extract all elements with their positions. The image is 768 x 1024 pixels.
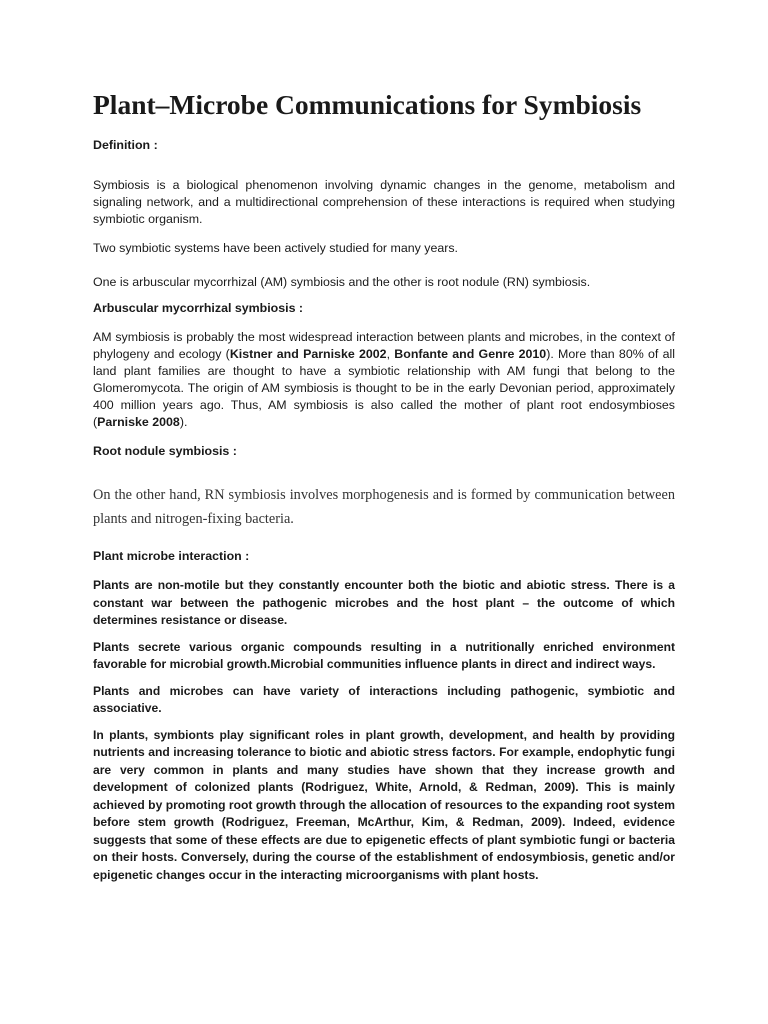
pmi-paragraph-3: Plants and microbes can have variety of interactions including pathogenic, symbiotic and associative. bbox=[93, 683, 675, 715]
am-text-part-2: ). More than 80% of all land plant families are thought to have a symbiotic relationship with AM fungi that belong to the Glomeromycota. The origin of AM symbiosis is thought to be in the early Devonian period, approximately 400 million years ago. Thus, AM symbiosis is also called the mother of plant root endosymbioses ( bbox=[93, 347, 675, 429]
am-text-part-3: ). bbox=[179, 415, 188, 429]
document-content bbox=[93, 88, 675, 893]
definition-heading: Definition : bbox=[93, 138, 158, 152]
pmi-paragraph-4: In plants, symbionts play significant roles in plant growth, development, and health by providing nutrients and increasing tolerance to biotic and abiotic stress factors. For example, endophytic fungi are very common in plants and many studies have shown that they increase growth and development of colonized plants (Rodriguez, White, Arnold, & Redman, 2009). This is mainly achieved by promoting root growth through the allocation of resources to the expanding root system before stem growth (Rodriguez, Freeman, McArthur, Kim, & Redman, 2009). Indeed, evidence suggests that some of these effects are due to epigenetic effects of plant symbiotic fungi or bacteria on their hosts. Conversely, during the course of the establishment of endosymbiosis, genetic and/or epigenetic changes occur in the interacting microorganisms with plant hosts. bbox=[93, 727, 675, 882]
pmi-paragraph-2: Plants secrete various organic compounds resulting in a nutritionally enriched environment favorable for microbial growth.Microbial communities influence plants in direct and indirect ways. bbox=[93, 639, 675, 671]
citation-bonfante-genre: Bonfante and Genre 2010 bbox=[394, 347, 547, 361]
am-text-part-1: AM symbiosis is probably the most widespread interaction between plants and microbes, in the context of phylogeny and ecology ( bbox=[93, 330, 675, 361]
citation-separator: , bbox=[386, 347, 395, 361]
definition-paragraph-3: One is arbuscular mycorrhizal (AM) symbiosis and the other is root nodule (RN) symbiosis. bbox=[93, 275, 591, 289]
am-symbiosis-heading: Arbuscular mycorrhizal symbiosis : bbox=[93, 301, 304, 315]
page-title: Plant–Microbe Communications for Symbiosis bbox=[93, 89, 642, 120]
definition-paragraph-1: Symbiosis is a biological phenomenon involving dynamic changes in the genome, metabolism and signaling network, and a multidirectional comprehension of these interactions is required when studying symbiotic organism. bbox=[93, 178, 675, 226]
plant-microbe-heading: Plant microbe interaction : bbox=[93, 549, 250, 563]
rn-symbiosis-heading: Root nodule symbiosis : bbox=[93, 444, 237, 458]
am-symbiosis-paragraph bbox=[93, 329, 675, 431]
citation-parniske: Parniske 2008 bbox=[97, 415, 180, 429]
pmi-paragraph-1: Plants are non-motile but they constantly encounter both the biotic and abiotic stress. There is a constant war between the pathogenic microbes and the host plant – the outcome of which determines resistance or disease. bbox=[93, 578, 675, 627]
citation-kistner-parniske: Kistner and Parniske 2002 bbox=[229, 347, 387, 361]
rn-symbiosis-paragraph: On the other hand, RN symbiosis involves morphogenesis and is formed by communication between plants and nitrogen-fixing bacteria. bbox=[93, 487, 675, 527]
definition-paragraph-2: Two symbiotic systems have been actively studied for many years. bbox=[93, 241, 458, 255]
